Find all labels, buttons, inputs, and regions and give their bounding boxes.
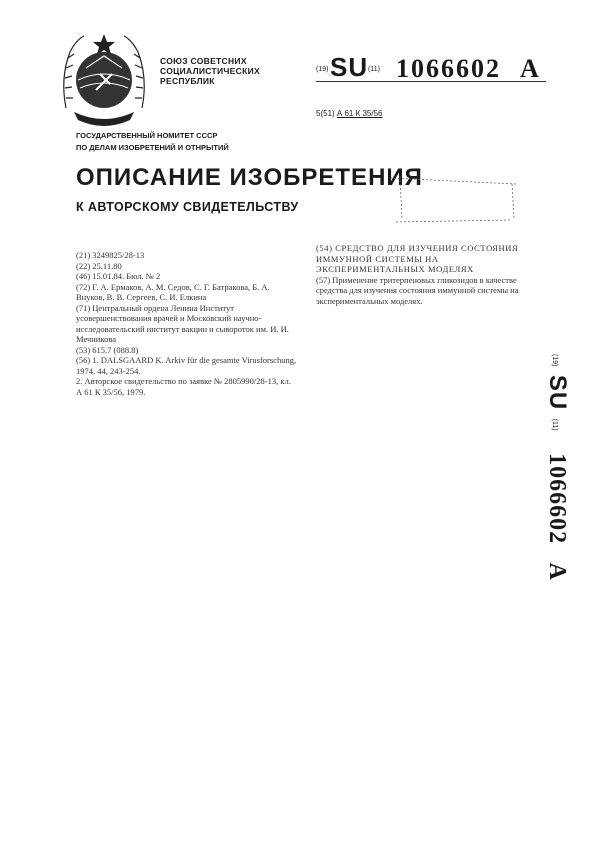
- field-53: (53) 615.7 (088.8): [76, 344, 139, 355]
- field-56: (56) 1. DALSGAARD K. Arkiv für die gesamte Virusforschung, 1974, 44, 243-254.: [76, 355, 297, 376]
- field-71: (71) Центральный ордена Ленина Институт усовершенствования врачей и Московский научно-исследовательский институт вакцин и сывороток им. И. И. Мечникова: [76, 302, 289, 344]
- committee-line: ПО ДЕЛАМ ИЗОБРЕТЕНИЙ И ОТНРЫТИЙ: [76, 143, 229, 152]
- inid-11: (11): [368, 66, 380, 73]
- field-56-ref2: 2. Авторское свидетельство по заявке № 2805990/28-13, кл. А 61 К 35/56, 1979.: [76, 376, 291, 397]
- field-54: (54) СРЕДСТВО ДЛЯ ИЗУЧЕНИЯ СОСТОЯНИЯ ИММУННОЙ СИСТЕМЫ НА ЭКСПЕРИМЕНТАЛЬНЫХ МОДЕЛЯХ: [316, 243, 519, 274]
- side-inid-19: (19): [550, 354, 558, 367]
- country-line: СОЮЗ СОВЕТСНИХ: [160, 56, 247, 66]
- country-name: [160, 56, 260, 86]
- ussr-emblem: [56, 28, 152, 132]
- field-22: (22) 25.11.80: [76, 260, 122, 271]
- committee-line: ГОСУДАРСТВЕННЫЙ НОМИТЕТ СССР: [76, 131, 218, 140]
- document-title: ОПИСАНИЕ ИЗОБРЕТЕНИЯ: [76, 164, 423, 191]
- field-46: (46) 15.01.84. Бюл. № 2: [76, 271, 161, 281]
- invention-description: [316, 243, 544, 306]
- side-inid-11: (11): [550, 418, 558, 431]
- patent-number: 1066602: [396, 54, 501, 83]
- country-code: SU: [330, 52, 369, 82]
- side-patent-number: 1066602: [544, 453, 570, 545]
- side-country-code: SU: [544, 374, 571, 411]
- side-patent-code: [537, 350, 573, 680]
- committee-name: [76, 130, 229, 154]
- ipc-classification: [316, 109, 383, 118]
- ipc-value: А 61 К 35/56: [336, 109, 383, 118]
- inid-19: (19): [316, 66, 329, 73]
- stamp-marks: [380, 170, 520, 230]
- field-57: (57) Применение тритерпеновых гликозидов в качестве средства для изучения состояния иммунной системы на экспериментальных моделях.: [316, 274, 519, 306]
- country-line: РЕСПУБЛИК: [160, 76, 215, 86]
- field-72: (72) Г. А. Ермаков, А. М. Седов, С. Г. Батракова, Б. А. Внуков, В. В. Сергеев, С. И. Елкина: [76, 281, 270, 302]
- inid-51: 5(51): [316, 109, 335, 118]
- bibliographic-data: [76, 250, 298, 397]
- side-kind-code: A: [544, 562, 570, 581]
- kind-code: A: [520, 54, 541, 83]
- document-subtitle: К АВТОРСКОМУ СВИДЕТЕЛЬСТВУ: [76, 200, 299, 214]
- country-line: СОЦИАЛИСТИЧЕСКИХ: [160, 66, 260, 76]
- field-21: (21) 3249825/28-13: [76, 250, 145, 260]
- publication-number: [316, 52, 546, 84]
- underline: [316, 81, 546, 82]
